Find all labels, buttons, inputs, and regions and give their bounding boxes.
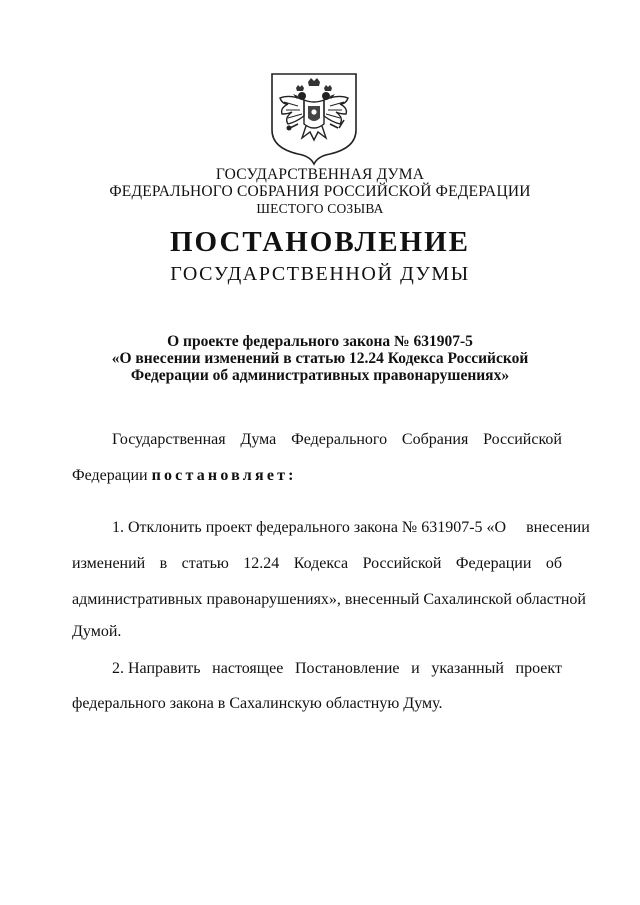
preamble-line-2 xyxy=(72,467,562,485)
preamble-word: Федерации xyxy=(72,467,148,484)
preamble-word: Собрания xyxy=(401,431,469,448)
item-1-word: Федерации xyxy=(455,555,532,572)
item-1-word: об xyxy=(545,555,562,572)
item-1-line-4: Думой. xyxy=(72,623,122,640)
preamble-word: Российской xyxy=(483,431,562,448)
preamble-word: Государственная xyxy=(112,431,226,448)
state-emblem-icon xyxy=(268,70,360,166)
subject-line-2: «О внесении изменений в статью 12.24 Кодекса Российской xyxy=(111,350,529,367)
document-type-subtitle: ГОСУДАРСТВЕННОЙ ДУМЫ xyxy=(170,263,470,285)
preamble-word: Федерального xyxy=(291,431,388,448)
item-1-text: внесении xyxy=(526,519,590,536)
subject-line-3: Федерации об административных правонарушениях» xyxy=(130,367,510,384)
item-1-word: в xyxy=(159,555,168,572)
subject-line-1: О проекте федерального закона № 631907-5 xyxy=(167,333,473,350)
item-1-word: статью xyxy=(181,555,229,572)
item-1-text: 1. Отклонить проект федерального закона № 631907-5 «О xyxy=(112,519,507,536)
item-2-line-1 xyxy=(112,660,562,678)
resolves-word: постановляет: xyxy=(151,467,297,484)
item-2-word: указанный xyxy=(431,660,504,677)
item-1-line-2 xyxy=(72,555,562,573)
item-1-word: изменений xyxy=(72,555,146,572)
item-2-word: Постановление xyxy=(294,660,400,677)
item-2-word: и xyxy=(411,660,420,677)
item-2-line-2: федерального закона в Сахалинскую областную Думу. xyxy=(72,695,443,712)
item-1-line-3: административных правонарушениях», внесенный Сахалинской областной xyxy=(72,591,586,608)
convocation-line: ШЕСТОГО СОЗЫВА xyxy=(256,201,384,216)
org-name-line-1: ГОСУДАРСТВЕННАЯ ДУМА xyxy=(215,166,425,183)
org-name-line-2: ФЕДЕРАЛЬНОГО СОБРАНИЯ РОССИЙСКОЙ ФЕДЕРАЦИИ xyxy=(109,183,531,200)
preamble-line-1 xyxy=(112,431,562,449)
item-1-word: 12.24 xyxy=(243,555,280,572)
item-1-word: Кодекса xyxy=(293,555,349,572)
item-1-word: Российской xyxy=(362,555,442,572)
item-2-word: 2. Направить xyxy=(112,660,201,677)
item-2-word: настоящее xyxy=(212,660,284,677)
item-2-word: проект xyxy=(515,660,562,677)
preamble-word: Дума xyxy=(240,431,277,448)
document-type-title: ПОСТАНОВЛЕНИЕ xyxy=(169,226,470,258)
item-1-line-1 xyxy=(112,519,590,537)
